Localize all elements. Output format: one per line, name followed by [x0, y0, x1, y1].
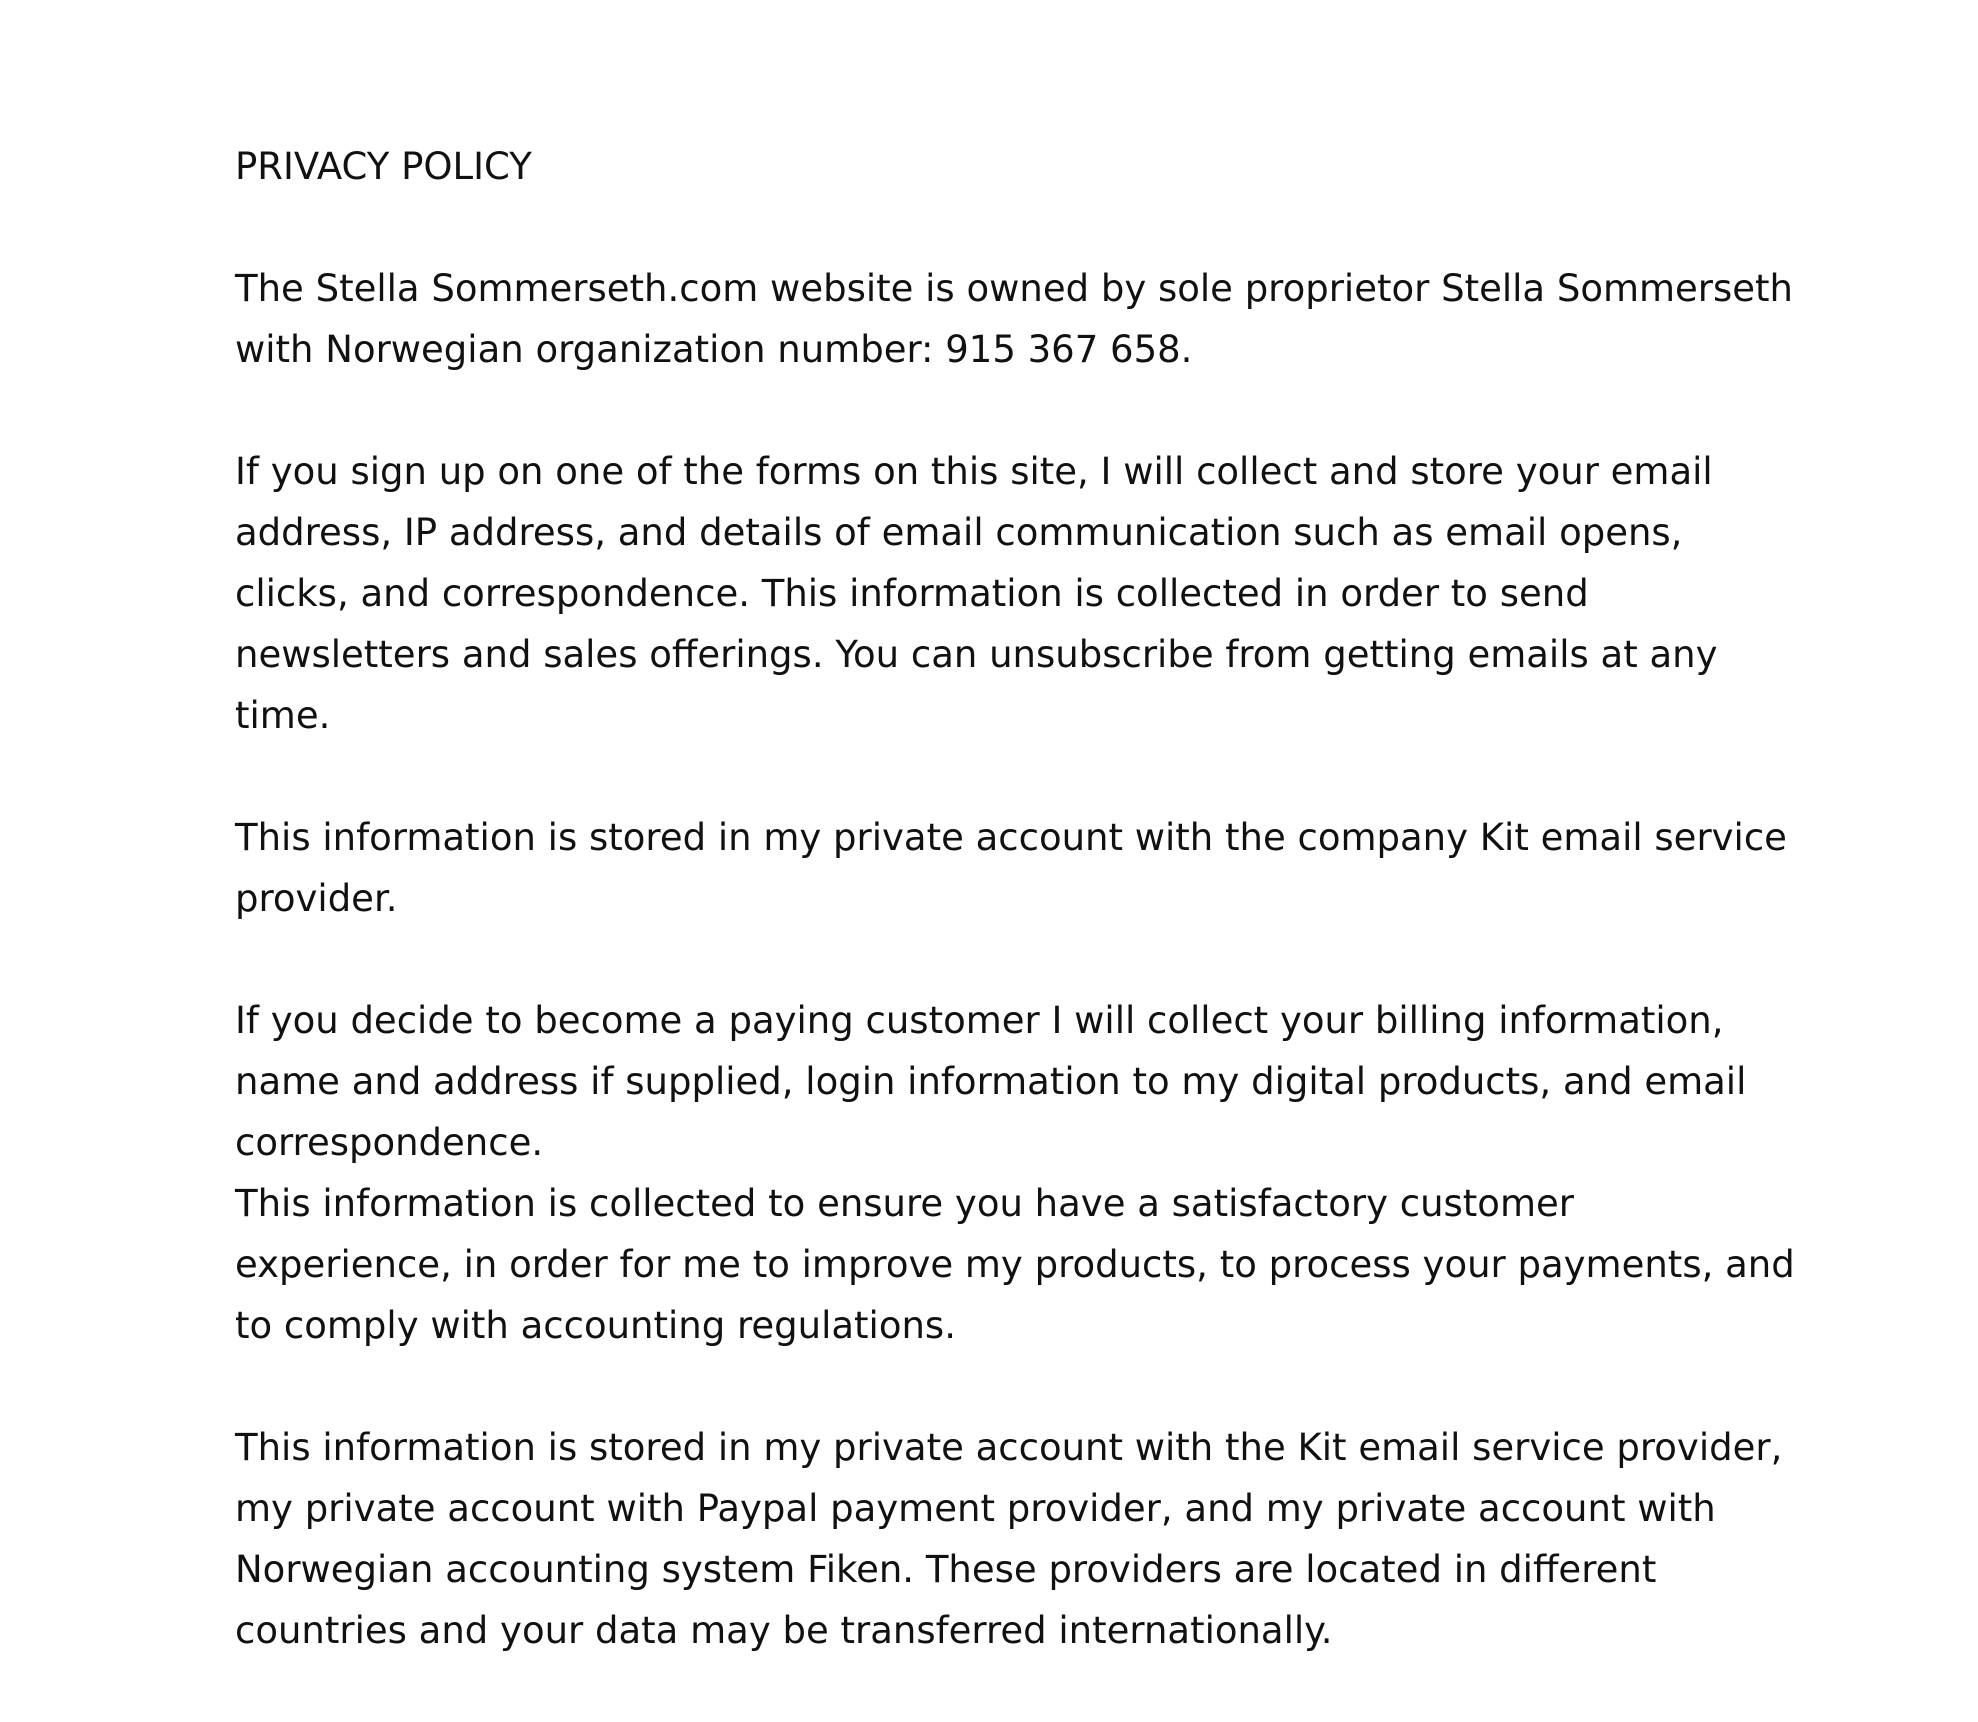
document-page [235, 136, 1795, 1722]
paragraph-customer-data: If you decide to become a paying customer I will collect your billing information, name and address if supplied, login information to my digital products, and email correspondence. [235, 999, 1747, 1164]
paragraph-customer-purpose: This information is collected to ensure you have a satisfactory customer experience, in order for me to improve my products, to process your payments, and to comply with accounting regulations. [235, 1182, 1795, 1347]
paragraph-ownership: The Stella Sommerseth.com website is owned by sole proprietor Stella Sommerseth with Norwegian organization number: 915 367 658. [235, 267, 1794, 371]
page-title: PRIVACY POLICY [235, 145, 532, 188]
paragraph-signup-storage: This information is stored in my private account with the company Kit email service provider. [235, 816, 1787, 920]
paragraph-customer-storage: This information is stored in my private account with the Kit email service provider, my private account with Paypal payment provider, and my private account with Norwegian accounting system Fiken. These providers are located in different countries and your data may be transferred internationally. [235, 1426, 1783, 1652]
paragraph-signup-data: If you sign up on one of the forms on this site, I will collect and store your email address, IP address, and details of email communication such as email opens, clicks, and correspondence. This information is collected in order to send newsletters and sales offerings. You can unsubscribe from getting emails at any time. [235, 450, 1718, 737]
